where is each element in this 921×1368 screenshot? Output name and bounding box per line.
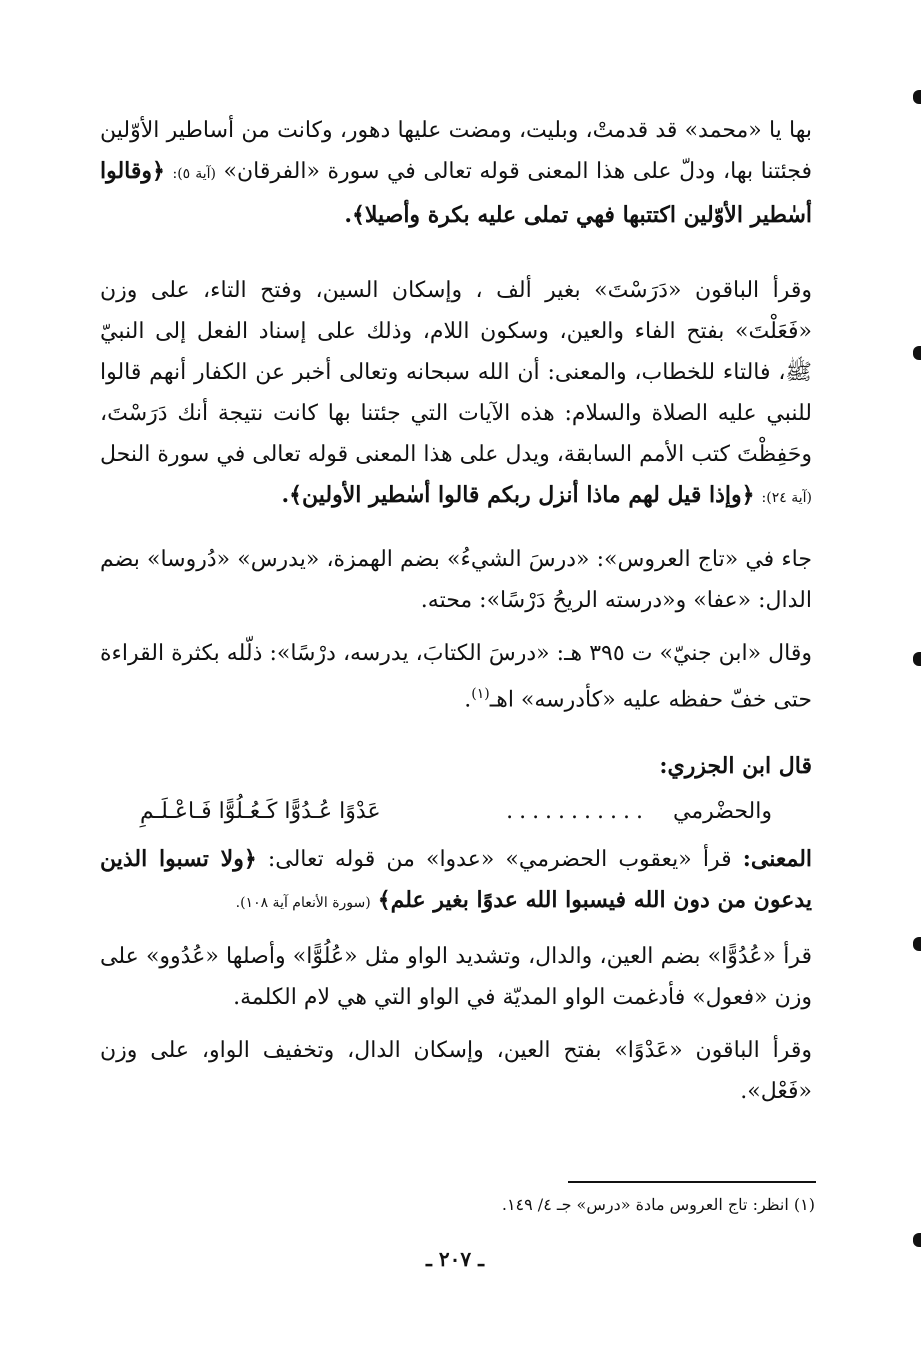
edge-mark xyxy=(913,90,921,104)
paragraph-1-text: بها يا «محمد» قد قدمتْ، وبليت، ومضت عليها دهور، وكانت من أساطير الأوّلين فجئتنا بها، ودلّ على هذا المعنى قوله تعالى في سورة «الفرقان» xyxy=(100,118,812,184)
paragraph-2-text: وقرأ الباقون «دَرَسْتَ» بغير ألف ، وإسكان السين، وفتح التاء، على وزن «فَعَلْتَ» بفتح الفاء والعين، وسكون اللام، وذلك على إسناد الفعل إلى النبيّ ﷺ، فالتاء للخطاب، والمعنى: أن الله سبحانه وتعالى أخبر عن الكفار أنهم قالوا للنبي عليه الصلاة والسلام: هذه الآيات التي جئتنا بها كانت نتيجة أنك دَرَسْتَ، وحَفِظْتَ كتب الأمم السابقة، ويدل على هذا المعنى قوله تعالى في سورة النحل xyxy=(100,278,812,467)
edge-mark xyxy=(913,1233,921,1247)
edge-mark xyxy=(913,652,921,666)
quran-quote: ﴿ولا تسبوا الذين يدعون من دون الله فيسبوا الله عدوًا بغير علم﴾ xyxy=(100,846,812,914)
verse-second-hemistich: عَدْوًا عُـدُوًّا كَـعُـلُوًّا فَـاعْـلَـمِ xyxy=(140,799,381,825)
footnote-marker: (١) xyxy=(471,686,490,702)
poem-verse xyxy=(100,791,812,833)
paragraph-4 xyxy=(100,633,812,720)
paragraph-6-text: قرأ «عُدُوًّا» بضم العين، والدال، وتشديد الواو مثل «عُلُوًّا» وأصلها «عُدُوو» على وزن «فعول» فأدغمت الواو المديّة في الواو التي هي لام الكلمة. xyxy=(100,944,813,1011)
verse-first-hemistich xyxy=(506,791,772,833)
verse-dots: ........... xyxy=(506,799,650,825)
verse-first-word: والحضْرمي xyxy=(673,799,772,825)
paragraph-1 xyxy=(100,110,812,236)
meaning-label: المعنى: xyxy=(742,846,813,873)
page-body xyxy=(100,110,812,1112)
verse-reference: (آية ٢٤): xyxy=(761,490,812,506)
edge-mark xyxy=(913,346,921,360)
footnote: (١) انظر: تاج العروس مادة «درس» جـ ٤/ ١٤٩. xyxy=(501,1195,815,1214)
paragraph-7 xyxy=(100,1030,812,1112)
paragraph-3 xyxy=(100,539,812,621)
footnote-divider xyxy=(568,1181,816,1183)
page-number: ـ ٢٠٧ ـ xyxy=(426,1247,484,1271)
paragraph-5-text: قرأ «يعقوب الحضرمي» «عدوا» من قوله تعالى: xyxy=(267,847,732,873)
paragraph-2 xyxy=(100,270,812,519)
paragraph-6 xyxy=(100,936,812,1018)
verse-reference: (سورة الأنعام آية ١٠٨). xyxy=(235,895,371,912)
paragraph-3-text: جاء في «تاج العروس»: «درسَ الشيءُ» بضم الهمزة، «يدرس» «دُروسا» بضم الدال: «عفا» و«درسته الريحُ دَرْسًا»: محته. xyxy=(100,547,812,613)
edge-mark xyxy=(913,937,921,951)
paragraph-4-end: . xyxy=(464,687,472,713)
section-heading: قال ابن الجزري: xyxy=(659,753,812,780)
quran-quote: ﴿وقالوا أسٰطير الأوّلين اكتتبها فهي تملى عليه بكرة وأصيلا﴾. xyxy=(100,158,812,228)
paragraph-4-text: وقال «ابن جنيّ» ت ٣٩٥ هـ: «درسَ الكتابَ، يدرسه، درْسًا»: ذلّله بكثرة القراءة حتى خفّ حفظه عليه «كأدرسه» اهـ xyxy=(100,641,812,713)
quran-quote: ﴿وإذا قيل لهم ماذا أنزل ربكم قالوا أسٰطير الأولين﴾. xyxy=(281,482,755,508)
paragraph-7-text: وقرأ الباقون «عَدْوًا» بفتح العين، وإسكان الدال، وتخفيف الواو، على وزن «فَعْل». xyxy=(100,1038,812,1105)
verse-reference: (آية ٥): xyxy=(172,166,216,182)
paragraph-5 xyxy=(100,839,812,924)
